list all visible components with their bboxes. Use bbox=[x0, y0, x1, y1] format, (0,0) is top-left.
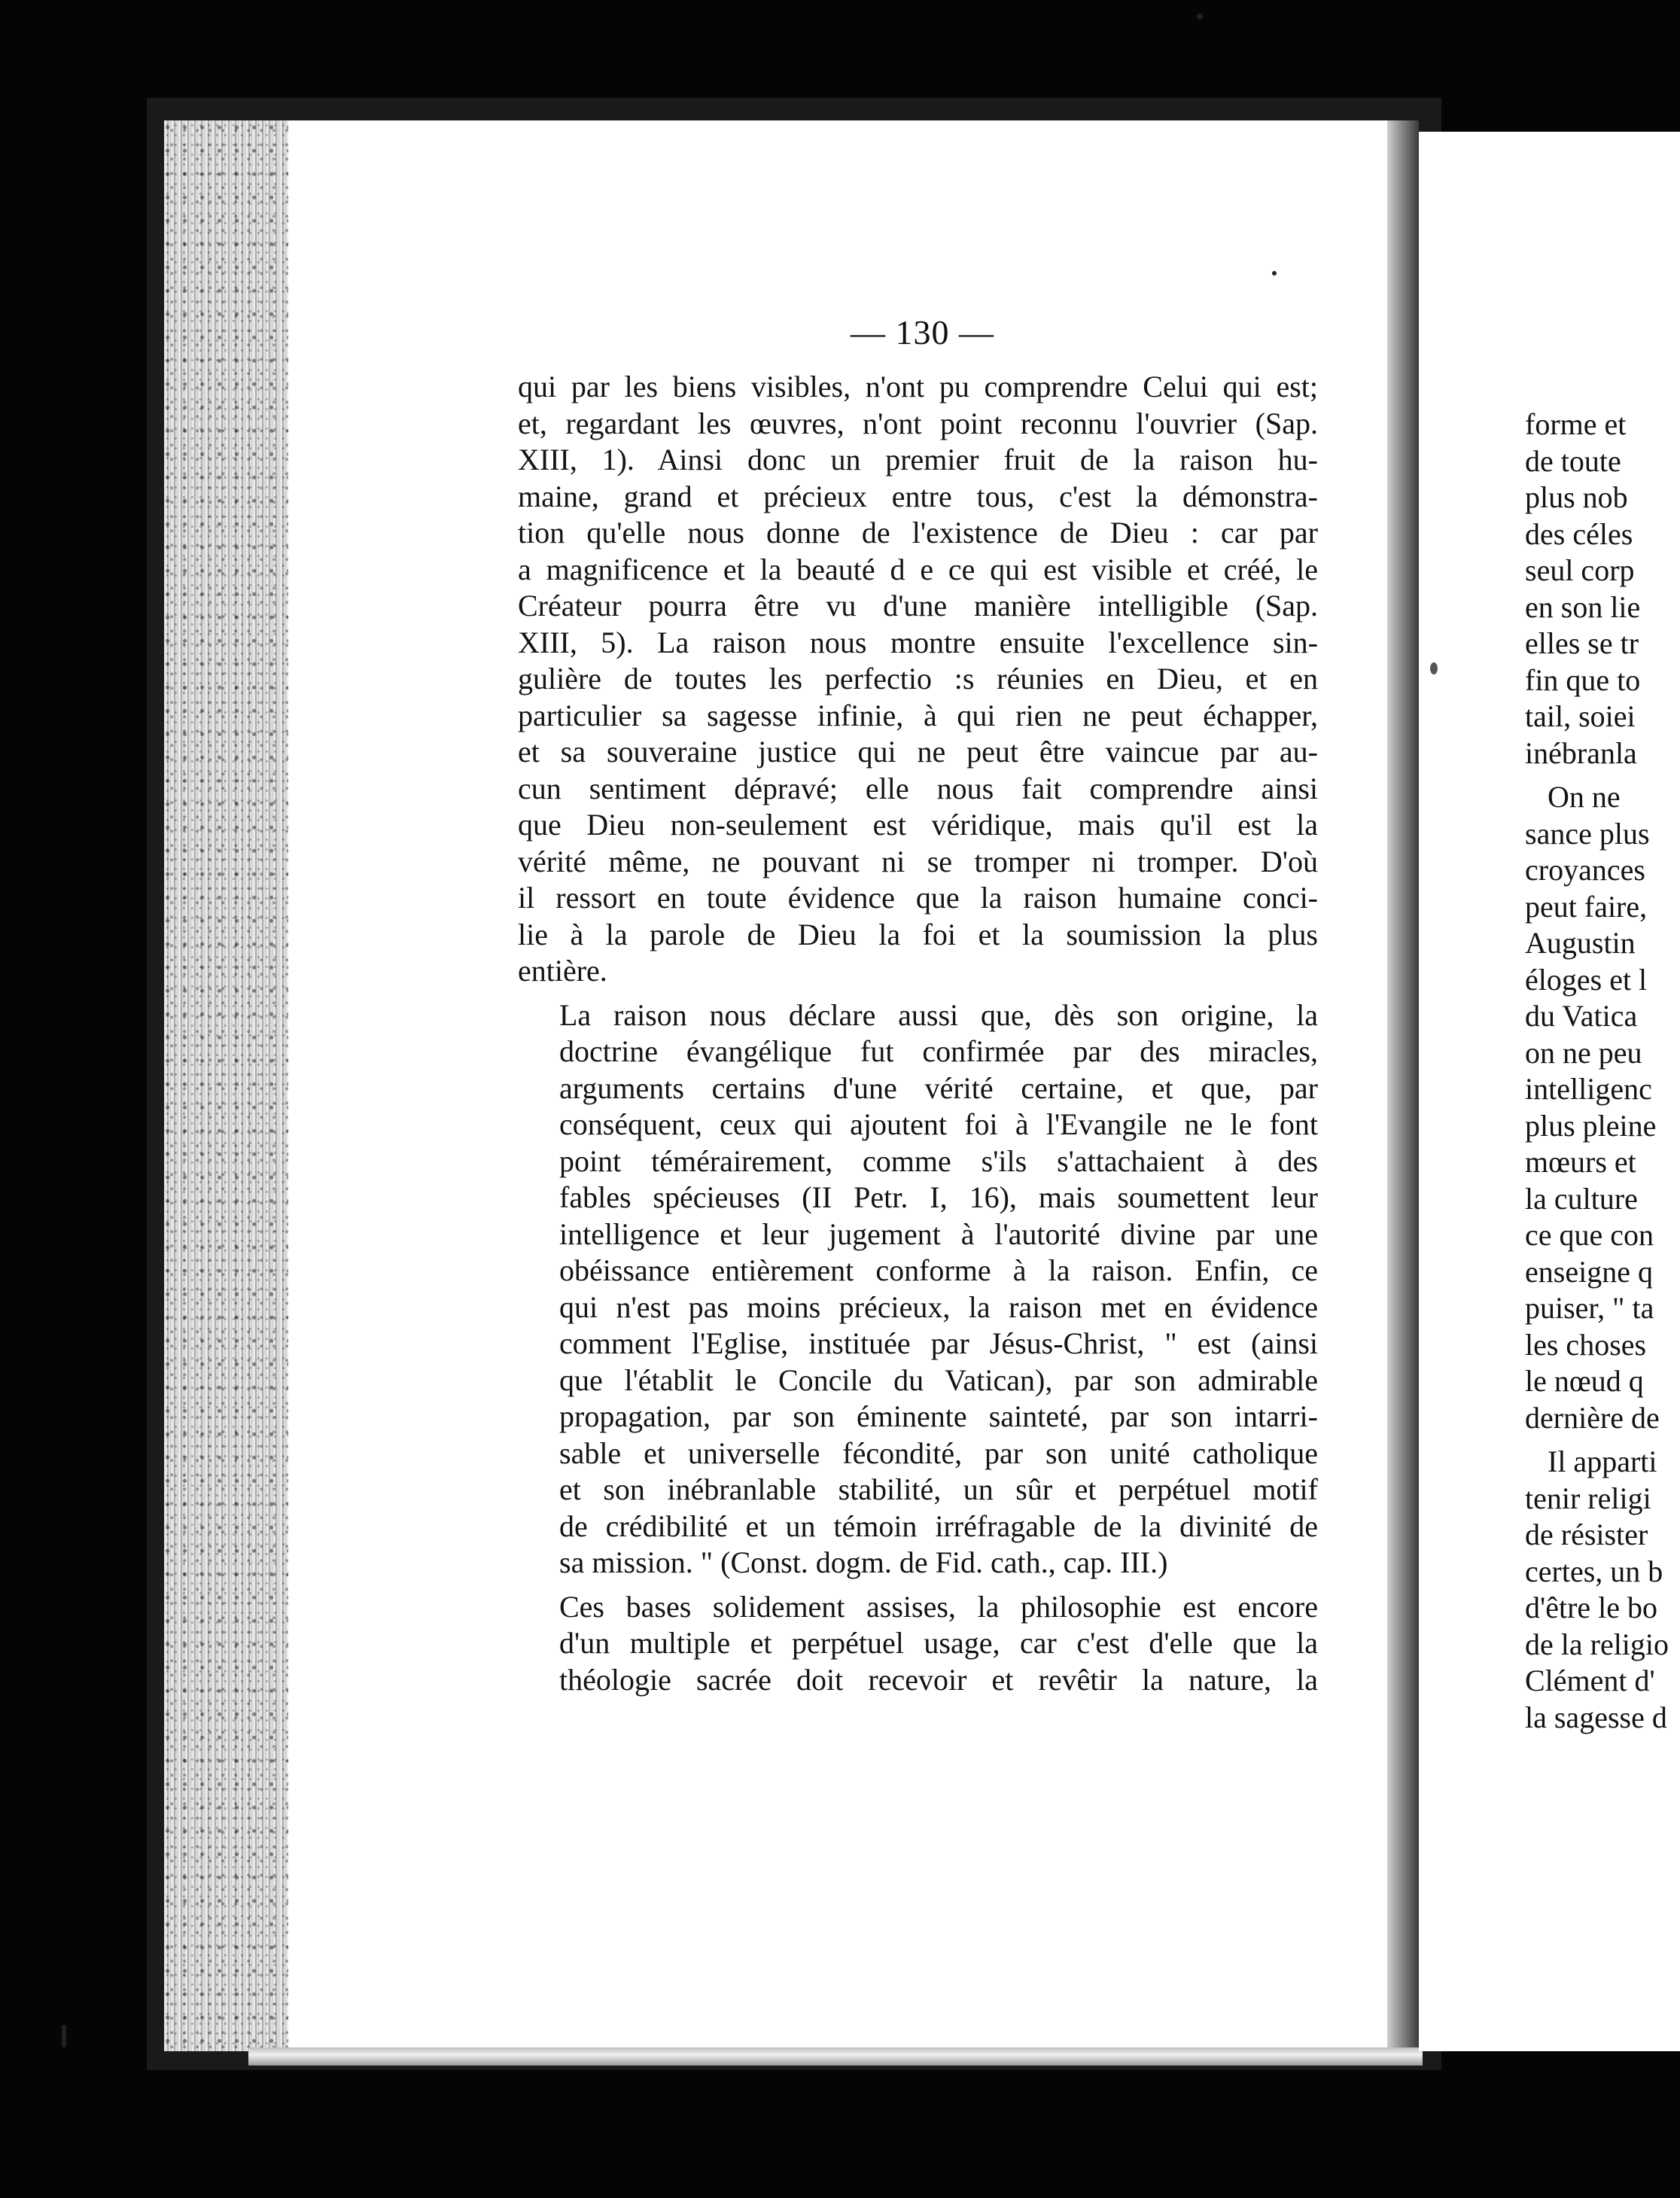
text-line: On ne bbox=[1548, 780, 1621, 814]
text-line: tion qu'elle nous donne de l'existence de Dieu : car par bbox=[518, 516, 1318, 550]
paragraph-3 bbox=[518, 1589, 1318, 1699]
text-line: les choses bbox=[1525, 1327, 1647, 1362]
text-line: Il apparti bbox=[1548, 1445, 1657, 1478]
text-line: éloges et l bbox=[1525, 962, 1648, 997]
text-line: qui par les biens visibles, n'ont pu comprendre Celui qui est; bbox=[518, 370, 1318, 403]
text-line: obéissance entièrement conforme à la raison. Enfin, ce bbox=[559, 1253, 1318, 1287]
text-line: qui n'est pas moins précieux, la raison met en évidence bbox=[559, 1289, 1318, 1324]
text-line: du Vatica bbox=[1525, 999, 1638, 1033]
text-line: des céles bbox=[1525, 516, 1633, 551]
text-line: lie à la parole de Dieu la foi et la soumission la plus bbox=[518, 917, 1318, 951]
text-line: tenir religi bbox=[1525, 1481, 1651, 1515]
text-line: il ressort en toute évidence que la raison humaine conci- bbox=[518, 881, 1318, 915]
text-line: que Dieu non-seulement est véridique, mais qu'il est la bbox=[518, 808, 1318, 842]
text-line: vérité même, ne pouvant ni se tromper ni tromper. D'où bbox=[518, 844, 1318, 878]
text-line: théologie sacrée doit recevoir et revêtir la nature, la bbox=[559, 1662, 1318, 1697]
text-line: le nœud q bbox=[1525, 1364, 1644, 1398]
text-line: fables spécieuses (II Petr. I, 16), mais soumettent leur bbox=[559, 1180, 1318, 1214]
text-line: tail, soiei bbox=[1525, 699, 1636, 733]
book-gutter bbox=[1387, 120, 1419, 2047]
left-page-text bbox=[518, 369, 1318, 1698]
film-speck bbox=[1197, 14, 1203, 20]
text-line: enseigne q bbox=[1525, 1254, 1653, 1289]
page-number: — 130 — bbox=[851, 313, 994, 352]
text-line: que l'établit le Concile du Vatican), par son admirable bbox=[559, 1362, 1318, 1397]
text-line: Créateur pourra être vu d'une manière intelligible (Sap. bbox=[518, 589, 1318, 623]
text-line: comment l'Eglise, instituée par Jésus-Christ, " est (ainsi bbox=[559, 1326, 1318, 1360]
text-line: de crédibilité et un témoin irréfragable de la divinité de bbox=[559, 1508, 1318, 1543]
text-line: cun sentiment dépravé; elle nous fait comprendre ainsi bbox=[518, 771, 1318, 805]
text-line: propagation, par son éminente sainteté, par son intarri- bbox=[559, 1399, 1318, 1433]
text-line: a magnificence et la beauté d e ce qui est visible et créé, le bbox=[518, 552, 1318, 586]
text-line: fin que to bbox=[1525, 662, 1641, 697]
text-line: d'un multiple et perpétuel usage, car c'est d'elle que la bbox=[559, 1626, 1318, 1660]
text-line: et son inébranlable stabilité, un sûr et perpétuel motif bbox=[559, 1472, 1318, 1506]
text-line: inébranla bbox=[1525, 735, 1637, 770]
text-line: doctrine évangélique fut confirmée par des miracles, bbox=[559, 1034, 1318, 1068]
right-page-text bbox=[1525, 406, 1680, 1736]
text-line: ce que con bbox=[1525, 1218, 1654, 1252]
text-line: seul corp bbox=[1525, 553, 1635, 587]
paragraph-1 bbox=[518, 369, 1318, 990]
text-line: croyances bbox=[1525, 853, 1645, 887]
film-speck bbox=[1272, 271, 1277, 276]
text-line: sa mission. " (Const. dogm. de Fid. cath., cap. III.) bbox=[559, 1545, 1168, 1579]
text-line: La raison nous déclare aussi que, dès son origine, la bbox=[559, 997, 1318, 1032]
text-line: conséquent, ceux qui ajoutent foi à l'Evangile ne le font bbox=[559, 1107, 1318, 1141]
text-line: sance plus bbox=[1525, 816, 1650, 851]
text-line: et sa souveraine justice qui ne peut être vaincue par au- bbox=[518, 735, 1318, 769]
text-line: la sagesse d bbox=[1525, 1700, 1667, 1734]
text-line: en son lie bbox=[1525, 589, 1641, 624]
text-line: plus nob bbox=[1525, 480, 1628, 514]
text-line: plus pleine bbox=[1525, 1108, 1657, 1143]
text-line: de la religio bbox=[1525, 1627, 1669, 1661]
text-line: intelligenc bbox=[1525, 1072, 1652, 1106]
text-line: certes, un b bbox=[1525, 1554, 1663, 1588]
text-line: elles se tr bbox=[1525, 626, 1639, 660]
text-line: la culture bbox=[1525, 1181, 1638, 1216]
text-line: particulier sa sagesse infinie, à qui rien ne peut échapper, bbox=[518, 698, 1318, 732]
text-line: de résister bbox=[1525, 1518, 1648, 1551]
text-line: Ces bases solidement assises, la philosophie est encore bbox=[559, 1589, 1318, 1624]
text-line: arguments certains d'une vérité certaine, et que, par bbox=[559, 1070, 1318, 1105]
text-line: on ne peu bbox=[1525, 1035, 1642, 1070]
text-line: sable et universelle fécondité, par son unité catholique bbox=[559, 1435, 1318, 1470]
text-line: entière. bbox=[518, 954, 607, 988]
text-line: forme et bbox=[1525, 407, 1627, 441]
text-line: maine, grand et précieux entre tous, c'est la démonstra- bbox=[518, 479, 1318, 513]
text-line: peut faire, bbox=[1525, 889, 1648, 924]
text-line: de toute bbox=[1525, 443, 1621, 478]
text-line: XIII, 1). Ainsi donc un premier fruit de la raison hu- bbox=[518, 443, 1318, 476]
text-line: d'être le bo bbox=[1525, 1591, 1658, 1624]
text-line: intelligence et leur jugement à l'autorité divine par une bbox=[559, 1216, 1318, 1251]
bottom-page-edge bbox=[248, 2047, 1423, 2066]
text-line: point témérairement, comme s'ils s'attachaient à des bbox=[559, 1143, 1318, 1178]
paragraph-2 bbox=[518, 997, 1318, 1582]
page-edges bbox=[164, 120, 288, 2051]
text-line: XIII, 5). La raison nous montre ensuite l'excellence sin- bbox=[518, 625, 1318, 659]
text-line: Augustin bbox=[1525, 926, 1636, 960]
text-line: dernière de bbox=[1525, 1400, 1660, 1435]
text-line: mœurs et bbox=[1525, 1145, 1636, 1179]
text-line: gulière de toutes les perfectio :s réunies en Dieu, et en bbox=[518, 662, 1318, 696]
text-line: puiser, " ta bbox=[1525, 1291, 1654, 1325]
film-speck bbox=[1430, 662, 1438, 674]
text-line: Clément d' bbox=[1525, 1664, 1655, 1697]
film-speck bbox=[62, 2025, 66, 2047]
text-line: et, regardant les œuvres, n'ont point reconnu l'ouvrier (Sap. bbox=[518, 406, 1318, 440]
